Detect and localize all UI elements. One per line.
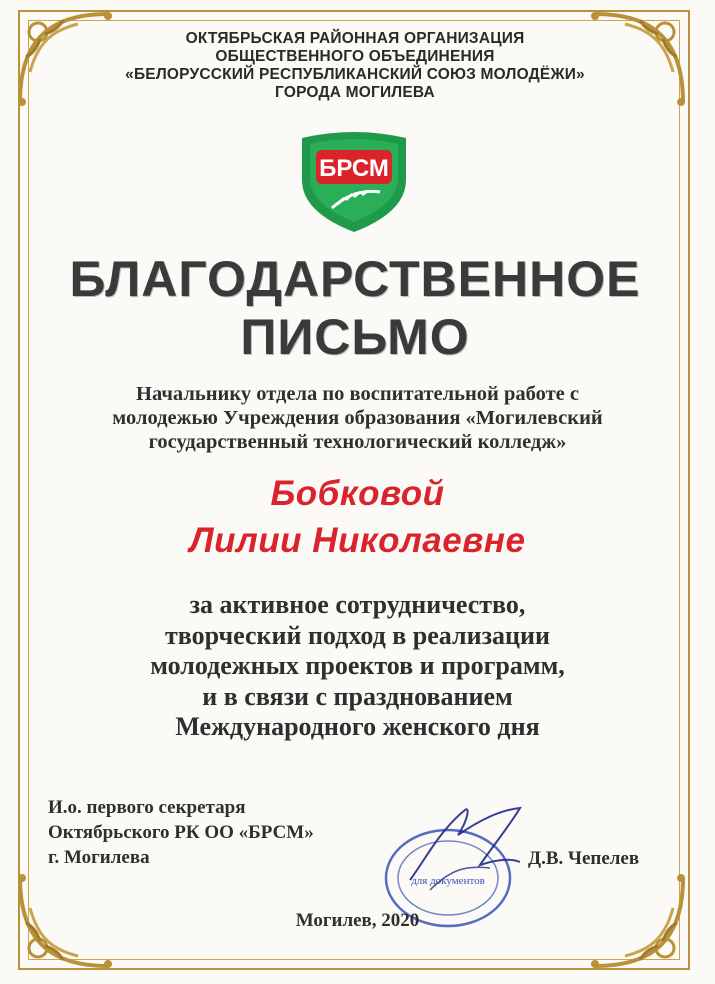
recipient-line: молодежью Учреждения образования «Могилевский — [112, 407, 603, 429]
organization-line: ОКТЯБРЬСКАЯ РАЙОННАЯ ОРГАНИЗАЦИЯ — [185, 30, 525, 47]
signer-name: Д.В. Чепелев — [528, 848, 640, 869]
reason-line: за активное сотрудничество, — [189, 590, 526, 619]
reason-line: молодежных проектов и программ, — [150, 651, 565, 680]
brsm-emblem-logo — [294, 130, 414, 235]
title-line-2: ПИСЬМО — [240, 309, 470, 365]
recipient-name — [60, 470, 655, 564]
reason-line: Международного женского дня — [175, 712, 540, 741]
organization-line: «БЕЛОРУССКИЙ РЕСПУБЛИКАНСКИЙ СОЮЗ МОЛОДЁЖИ» — [125, 66, 585, 83]
organization-header — [100, 30, 610, 102]
signatory-line: г. Могилева — [48, 847, 150, 868]
document-title — [30, 250, 680, 366]
name-line-2: Лилии Николаевне — [189, 521, 526, 560]
signatory-line: Октябрьского РК ОО «БРСМ» — [48, 822, 314, 843]
place-and-date: Могилев, 2020 — [295, 910, 420, 931]
signatory-line: И.о. первого секретаря — [48, 797, 246, 818]
recipient-line: Начальнику отдела по воспитательной работе с — [136, 383, 579, 405]
organization-line: ГОРОДА МОГИЛЕВА — [275, 84, 435, 101]
recipient-line: государственный технологический колледж» — [148, 431, 567, 453]
recipient-position — [60, 382, 655, 454]
signatory-position — [48, 795, 378, 870]
stamp-text: для документов — [411, 875, 485, 887]
emblem-text: БРСМ — [319, 155, 389, 182]
name-line-1: Бобковой — [270, 474, 445, 513]
gratitude-reason — [60, 590, 655, 743]
reason-line: и в связи с празднованием — [202, 681, 513, 711]
reason-line: творческий подход в реализации — [165, 620, 550, 650]
organization-line: ОБЩЕСТВЕННОГО ОБЪЕДИНЕНИЯ — [215, 48, 495, 65]
title-line-1: БЛАГОДАРСТВЕННОЕ — [69, 251, 641, 307]
